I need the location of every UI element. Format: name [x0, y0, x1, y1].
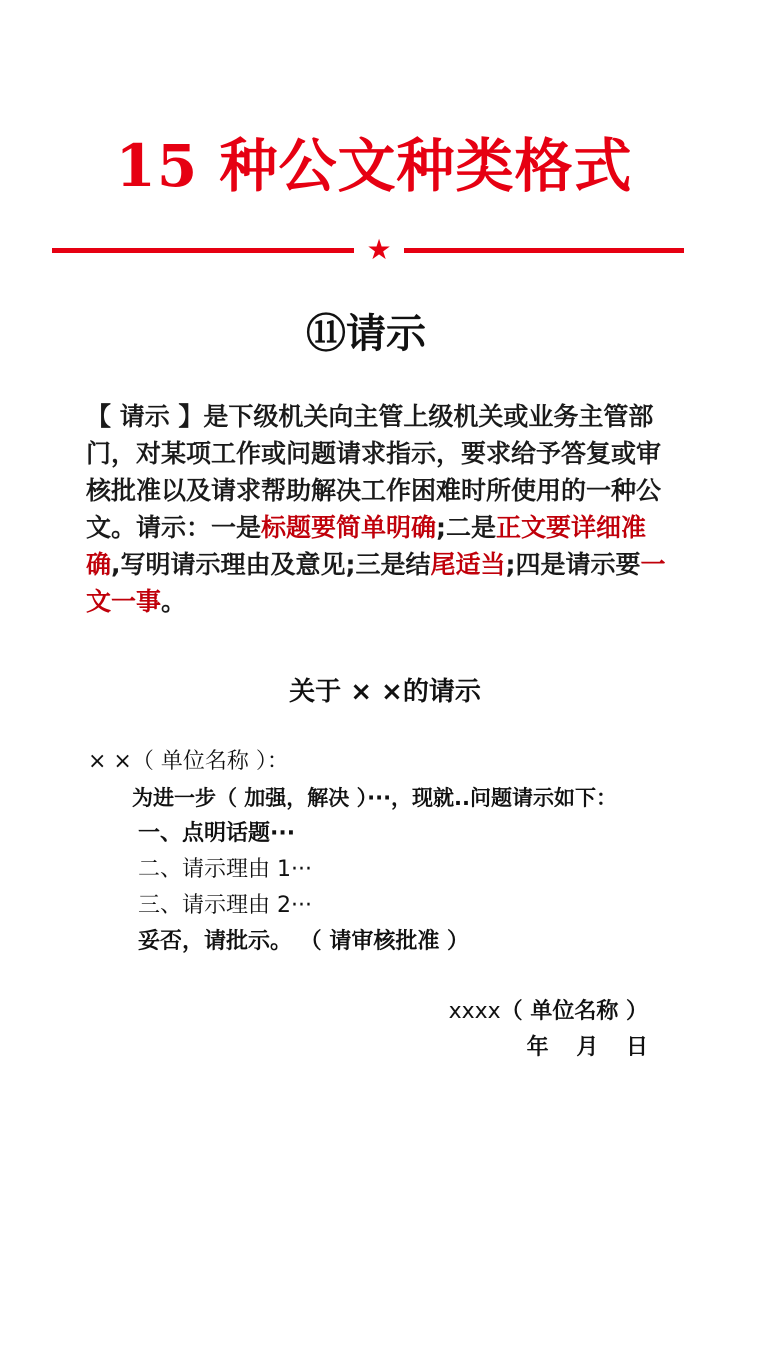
letter-body	[88, 744, 688, 960]
intro-text: ,写明请示理由及意见;三是结	[111, 550, 431, 579]
intro-text: 【 请示 】是下级机关向主管上级机关或业务主管部门，对某项工作或问题请求指示，要求给予答复或审核批准以及请求帮助解决工作困难时所使用的一种公文。请示：一是	[86, 402, 662, 542]
divider-line-left	[52, 248, 354, 253]
star-icon: ★	[366, 233, 392, 266]
letter-salutation: × ×（ 单位名称 ）：	[88, 749, 289, 774]
divider-line-right	[404, 248, 684, 253]
letter-opening: 为进一步（ 加强，解决 ）···，现就..问题请示如下：	[132, 786, 618, 810]
signature-org-prefix: xxxx	[448, 999, 501, 1024]
intro-highlight: 一文一事	[86, 550, 666, 616]
intro-text: 。	[161, 587, 187, 616]
intro-highlight: 正文要详细准确	[86, 513, 647, 579]
main-title: 15 种公文种类格式	[115, 132, 633, 200]
intro-highlight: 标题要简单明确	[261, 513, 437, 542]
title-divider	[52, 233, 684, 266]
letter-title: 关于 × ×的请示	[289, 677, 481, 707]
intro-text: ;四是请示要	[505, 550, 641, 579]
intro-paragraph	[86, 398, 666, 620]
letter-item: 三、请示理由 2···	[138, 893, 312, 918]
letter-item: 一、点明话题···	[138, 821, 296, 846]
letter-closing: 妥否，请批示。 （ 请审核批准 ）	[138, 929, 469, 954]
intro-highlight: 尾适当	[430, 550, 506, 579]
section-title: ⑪请示	[306, 311, 426, 357]
signature-org	[449, 994, 648, 1030]
letter-signature	[448, 994, 658, 1066]
intro-text: ;二是	[436, 513, 497, 542]
signature-date: 年 月 日	[526, 1035, 658, 1060]
signature-org-name: （ 单位名称 ）	[500, 999, 648, 1024]
letter-item: 二、请示理由 1···	[138, 857, 312, 882]
